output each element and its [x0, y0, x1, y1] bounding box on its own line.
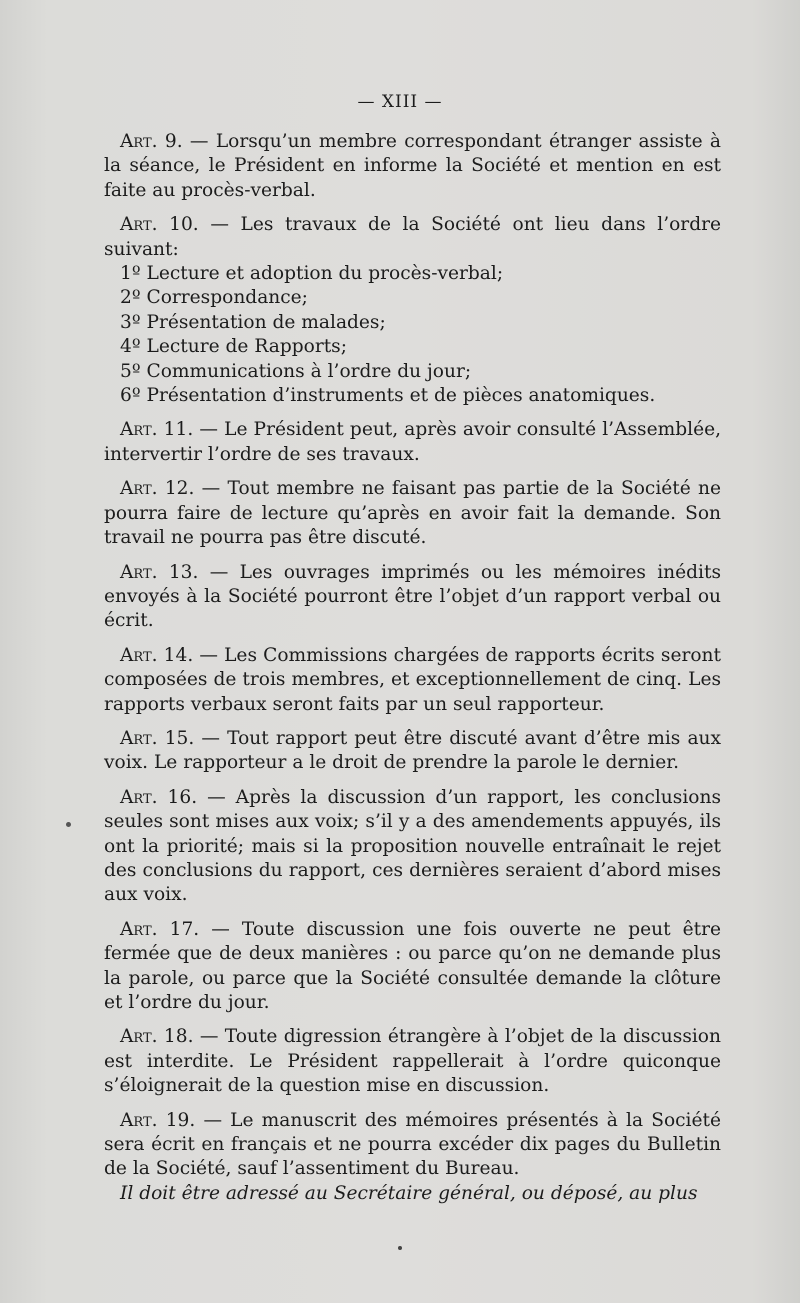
article-text: — Le manuscrit des mémoires présentés à la Société sera écrit en français et ne pourra excéder dix pages du Bulletin de la Société, sauf l’assentiment du Bureau.	[104, 1109, 721, 1180]
article-label: Art. 12.	[120, 478, 195, 500]
article-label: Art. 9.	[120, 131, 183, 152]
article-text: — Le Président peut, après avoir consulté l’Assemblée, intervertir l’ordre de ses travaux.	[104, 419, 721, 465]
article-label: Art. 16.	[120, 786, 198, 808]
article-text: — Après la discussion d’un rapport, les conclusions seules sont mises aux voix; s’il y a des amendements appuyés, ils ont la priorité; mais si la proposition nouvelle entraînait le rejet des conclusions du rapport, ces dernières seraient d’abord mises aux voix.	[104, 786, 721, 906]
article-text: — Toute digression étrangère à l’objet de la discussion est interdite. Le Président rappellerait à l’ordre quiconque s’éloignerait de la question mise en discussion.	[104, 1026, 721, 1097]
document-body	[104, 130, 721, 1206]
article-14	[104, 644, 721, 717]
article-label: Art. 19.	[120, 1109, 196, 1131]
article-label: Art. 17.	[120, 918, 200, 940]
margin-speck	[66, 822, 71, 827]
article-label: Art. 10.	[120, 214, 199, 236]
article-text: — Tout rapport peut être discuté avant d’être mis aux voix. Le rapporteur a le droit de prendre la parole le dernier.	[104, 727, 721, 774]
article-text: — Tout membre ne faisant pas partie de la Société ne pourra faire de lecture qu’après en avoir fait la demande. Son travail ne pourra pas être discuté.	[104, 478, 721, 549]
bottom-speck	[398, 1246, 402, 1250]
article-18	[104, 1025, 721, 1098]
article-text: — Lorsqu’un membre correspondant étranger assiste à la séance, le Président en informe la Société et mention en est faite au procès-verbal.	[104, 131, 721, 201]
article-label: Art. 15.	[120, 727, 195, 749]
article-19	[104, 1109, 721, 1182]
article-19-italic-line: Il doit être adressé au Secrétaire général, ou déposé, au plus	[120, 1182, 698, 1204]
article-11	[104, 418, 721, 467]
article-label: Art. 18.	[120, 1026, 194, 1048]
article-15	[104, 727, 721, 776]
article-label: Art. 13.	[120, 561, 199, 583]
article-13	[104, 561, 721, 634]
article-text: — Les travaux de la Société ont lieu dans l’ordre suivant:	[104, 214, 721, 260]
article-10	[104, 213, 721, 262]
list-item: 2º Correspondance;	[120, 287, 308, 309]
list-item: 6º Présentation d’instruments et de pièces anatomiques.	[120, 385, 656, 407]
article-label: Art. 14.	[120, 644, 194, 666]
article-text: — Les Commissions chargées de rapports écrits seront composées de trois membres, et exceptionnellement de cinq. Les rapports verbaux seront faits par un seul rapporteur.	[104, 644, 721, 715]
article-label: Art. 11.	[120, 419, 194, 441]
article-16	[104, 786, 721, 908]
list-item: 5º Communications à l’ordre du jour;	[120, 360, 472, 382]
article-12	[104, 477, 721, 550]
list-item: 3º Présentation de malades;	[120, 311, 386, 333]
list-item: 1º Lecture et adoption du procès-verbal;	[120, 263, 504, 285]
article-17	[104, 918, 721, 1016]
page-number: — XIII —	[357, 92, 443, 112]
article-text: — Toute discussion une fois ouverte ne peut être fermée que de deux manières : ou parce qu’on ne demande plus la parole, ou parce que la Société consultée demande la clôture et l’ordre du jour.	[104, 918, 721, 1013]
article-9	[104, 130, 721, 203]
list-item: 4º Lecture de Rapports;	[120, 336, 347, 358]
article-text: — Les ouvrages imprimés ou les mémoires inédits envoyés à la Société pourront être l’objet d’un rapport verbal ou écrit.	[104, 561, 721, 632]
